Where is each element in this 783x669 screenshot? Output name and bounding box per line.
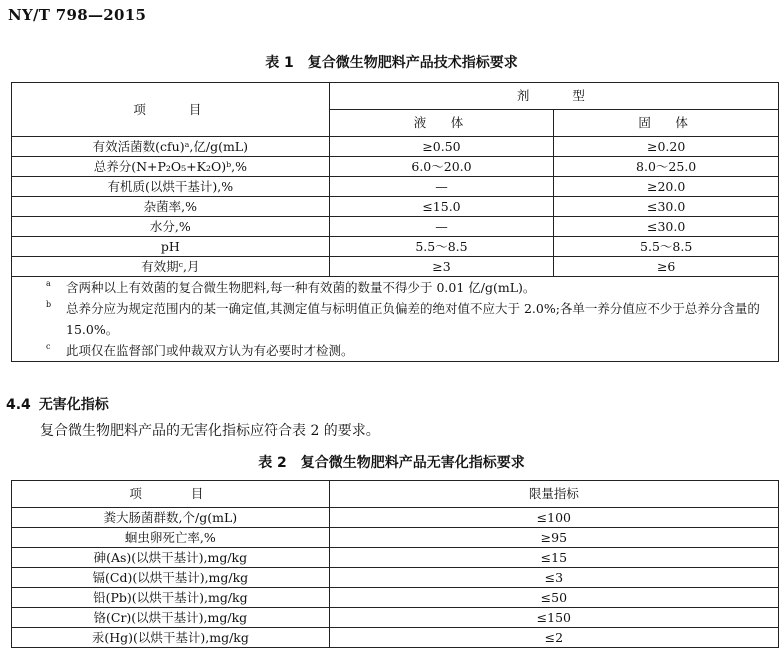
table-row — [12, 628, 779, 648]
table1-cell-item: 杂菌率,% — [12, 197, 330, 217]
table-row — [12, 177, 779, 197]
table1-header-item: 项 目 — [12, 83, 330, 137]
table-row — [12, 568, 779, 588]
table1-cell-item: 水分,% — [12, 217, 330, 237]
table2-cell-limit: ≤15 — [329, 548, 778, 568]
table1-cell-item: 有机质(以烘干基计),% — [12, 177, 330, 197]
table2-cell-item: 蛔虫卵死亡率,% — [12, 528, 330, 548]
footnote — [12, 340, 778, 361]
footnote-mark: a — [46, 279, 51, 288]
footnote-text: 总养分应为规定范围内的某一确定值,其测定值与标明值正负偏差的绝对值不应大于 2.0%;各单一养分值应不少于总养分含量的 15.0%。 — [66, 301, 760, 337]
table1-footnotes — [12, 277, 779, 362]
table-row — [12, 508, 779, 528]
table1-cell-liquid: ≥3 — [329, 257, 554, 277]
table1-cell-liquid: 5.5～8.5 — [329, 237, 554, 257]
table-row — [12, 257, 779, 277]
table2-cell-item: 粪大肠菌群数,个/g(mL) — [12, 508, 330, 528]
table1-cell-liquid: 6.0～20.0 — [329, 157, 554, 177]
footnote — [12, 298, 778, 340]
footnote-text: 含两种以上有效菌的复合微生物肥料,每一种有效菌的数量不得少于 0.01 亿/g(mL)。 — [66, 280, 536, 295]
table1-header-liquid: 液 体 — [329, 110, 554, 137]
table1 — [11, 82, 779, 362]
body-paragraph: 复合微生物肥料产品的无害化指标应符合表 2 的要求。 — [40, 423, 380, 439]
table2-cell-limit: ≤100 — [329, 508, 778, 528]
table1-header-type: 剂 型 — [329, 83, 778, 110]
footnote-text: 此项仅在监督部门或仲裁双方认为有必要时才检测。 — [66, 343, 354, 358]
standard-code: NY/T 798—2015 — [8, 6, 147, 24]
table1-cell-liquid: — — [329, 177, 554, 197]
table1-cell-solid: ≤30.0 — [554, 197, 779, 217]
table2-cell-item: 砷(As)(以烘干基计),mg/kg — [12, 548, 330, 568]
table2-cell-limit: ≥95 — [329, 528, 778, 548]
table-row — [12, 197, 779, 217]
table2-caption: 表 2 复合微生物肥料产品无害化指标要求 — [258, 455, 525, 471]
table2-header-item: 项 目 — [12, 481, 330, 508]
table-row — [12, 588, 779, 608]
section-title: 无害化指标 — [38, 397, 109, 413]
footnote-mark: b — [46, 300, 52, 309]
table1-cell-liquid: — — [329, 217, 554, 237]
table2-cell-limit: ≤2 — [329, 628, 778, 648]
table2-cell-item: 铅(Pb)(以烘干基计),mg/kg — [12, 588, 330, 608]
table-row — [12, 548, 779, 568]
section-heading — [6, 394, 109, 414]
table-row — [12, 528, 779, 548]
table1-cell-solid: ≥0.20 — [554, 137, 779, 157]
table1-cell-item: pH — [12, 237, 330, 257]
table1-caption: 表 1 复合微生物肥料产品技术指标要求 — [265, 55, 518, 71]
table1-cell-solid: ≥6 — [554, 257, 779, 277]
section-number: 4.4 — [6, 397, 31, 413]
table2-cell-item: 汞(Hg)(以烘干基计),mg/kg — [12, 628, 330, 648]
table1-cell-item: 有效期ᶜ,月 — [12, 257, 330, 277]
table2-header-limit: 限量指标 — [329, 481, 778, 508]
table1-cell-solid: 5.5～8.5 — [554, 237, 779, 257]
table2-cell-limit: ≤150 — [329, 608, 778, 628]
table2-cell-limit: ≤50 — [329, 588, 778, 608]
table2 — [11, 480, 779, 648]
table1-cell-solid: 8.0～25.0 — [554, 157, 779, 177]
table1-cell-item: 有效活菌数(cfu)ᵃ,亿/g(mL) — [12, 137, 330, 157]
table-row — [12, 237, 779, 257]
table-row — [12, 157, 779, 177]
footnote-mark: c — [46, 342, 51, 351]
table2-cell-limit: ≤3 — [329, 568, 778, 588]
table2-cell-item: 铬(Cr)(以烘干基计),mg/kg — [12, 608, 330, 628]
footnote — [12, 277, 778, 298]
table2-cell-item: 镉(Cd)(以烘干基计),mg/kg — [12, 568, 330, 588]
table1-cell-solid: ≤30.0 — [554, 217, 779, 237]
table1-cell-item: 总养分(N+P₂O₅+K₂O)ᵇ,% — [12, 157, 330, 177]
table-row — [12, 608, 779, 628]
table1-cell-liquid: ≥0.50 — [329, 137, 554, 157]
table-row — [12, 137, 779, 157]
table-row — [12, 217, 779, 237]
table1-cell-solid: ≥20.0 — [554, 177, 779, 197]
table1-header-solid: 固 体 — [554, 110, 779, 137]
table1-cell-liquid: ≤15.0 — [329, 197, 554, 217]
